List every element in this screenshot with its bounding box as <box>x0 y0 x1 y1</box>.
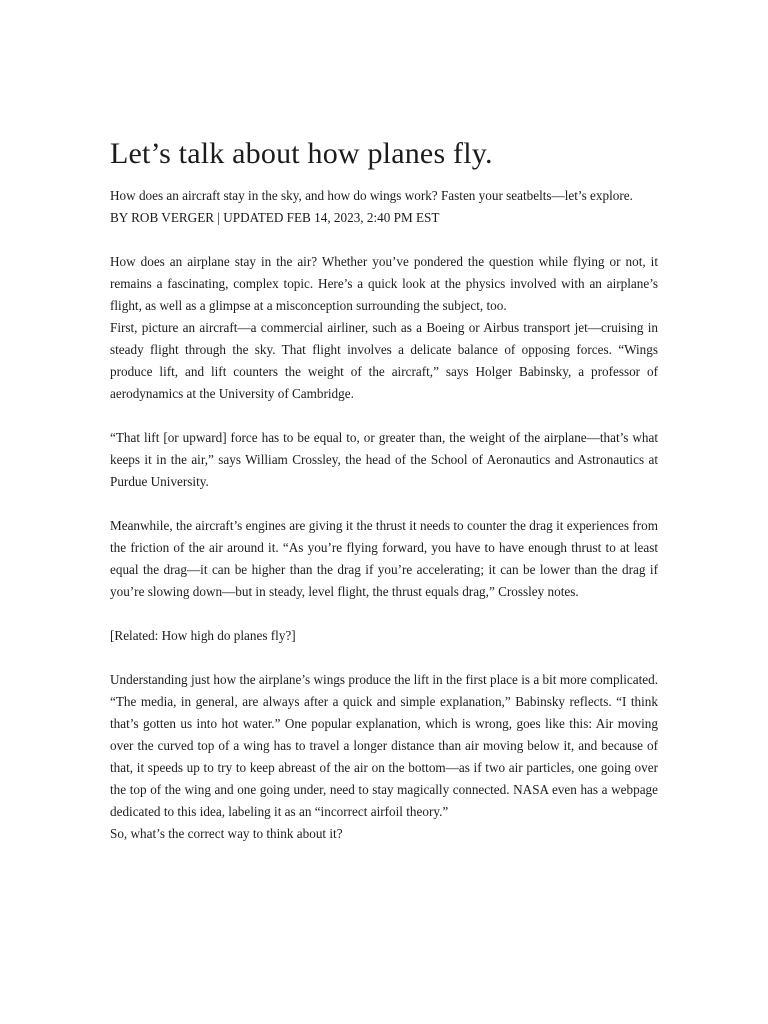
article-paragraph: “That lift [or upward] force has to be equal to, or greater than, the weight of the airplane—that’s what keeps it in the air,” says William Crossley, the head of the School of Aeronautics and Astronautics at Purdue University. <box>110 430 658 489</box>
article-paragraph: How does an airplane stay in the air? Whether you’ve pondered the question while flying or not, it remains a fascinating, complex topic. Here’s a quick look at the physics involved with an airplane’s flight, as well as a glimpse at a misconception surrounding the subject, too. <box>110 254 658 313</box>
article-paragraph: So, what’s the correct way to think about it? <box>110 826 343 841</box>
spacer <box>110 603 658 625</box>
spacer <box>110 493 658 515</box>
related-link[interactable]: [Related: How high do planes fly?] <box>110 628 296 643</box>
article <box>110 136 658 845</box>
article-paragraph: First, picture an aircraft—a commercial airliner, such as a Boeing or Airbus transport jet—cruising in steady flight through the sky. That flight involves a delicate balance of opposing forces. “Wings produce lift, and lift counters the weight of the aircraft,” says Holger Babinsky, a professor of aerodynamics at the University of Cambridge. <box>110 320 658 401</box>
article-byline: BY ROB VERGER | UPDATED FEB 14, 2023, 2:40 PM EST <box>110 210 440 225</box>
article-paragraph: Understanding just how the airplane’s wings produce the lift in the first place is a bit more complicated. “The media, in general, are always after a quick and simple explanation,” Babinsky reflects. “I think that’s gotten us into hot water.” One popular explanation, which is wrong, goes like this: Air moving over the curved top of a wing has to travel a longer distance than air moving below it, and because of that, it speeds up to try to keep abreast of the air on the bottom—as if two air particles, one going over the top of the wing and one going under, need to stay magically connected. NASA even has a webpage dedicated to this idea, labeling it as an “incorrect airfoil theory.” <box>110 672 658 819</box>
article-title: Let’s talk about how planes fly. <box>110 137 493 170</box>
article-subtitle: How does an aircraft stay in the sky, and how do wings work? Fasten your seatbelts—let’s explore. <box>110 188 633 203</box>
spacer <box>110 405 658 427</box>
spacer <box>110 229 658 251</box>
article-paragraph: Meanwhile, the aircraft’s engines are giving it the thrust it needs to counter the drag it experiences from the friction of the air around it. “As you’re flying forward, you have to have enough thrust to at least equal the drag—it can be higher than the drag if you’re accelerating; it can be lower than the drag if you’re slowing down—but in steady, level flight, the thrust equals drag,” Crossley notes. <box>110 518 658 599</box>
spacer <box>110 647 658 669</box>
